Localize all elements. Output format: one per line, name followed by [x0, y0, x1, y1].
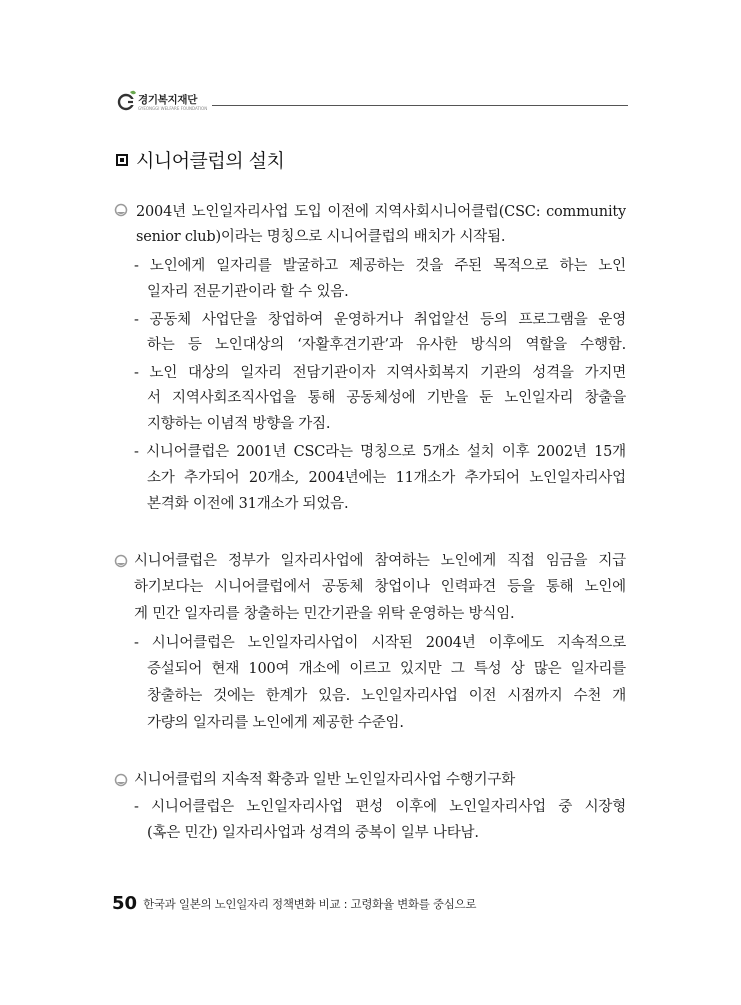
- foundation-logo-icon: [116, 88, 138, 112]
- item-1-4-line-1: - 시니어클럽은 2001년 CSC라는 명칭으로 5개소 설치 이후 2002년 15개: [134, 444, 626, 460]
- item-3-1-line-2: (혹은 민간) 일자리사업과 성격의 중복이 일부 나타남.: [147, 825, 479, 841]
- section-title-text: 시니어클럽의 설치: [136, 150, 285, 172]
- item-2-1-line-3: 창출하는 것에는 한계가 있음. 노인일자리사업 이전 시점까지 수천 개: [147, 688, 626, 704]
- paragraph-2-line-3: 게 민간 일자리를 창출하는 민간기관을 위탁 운영하는 방식임.: [134, 606, 515, 622]
- square-bullet-icon: [116, 154, 128, 166]
- item-1-3-line-1: - 노인 대상의 일자리 전담기관이자 지역사회복지 기관의 성격을 가지면: [134, 365, 626, 381]
- paragraph-1-line-2: senior club)이라는 명칭으로 시니어클럽의 배치가 시작됨.: [136, 229, 506, 245]
- logo-subtext: GYEONGGI WELFARE FOUNDATION: [138, 106, 208, 111]
- item-1-2-line-1: - 공동체 사업단을 창업하여 운영하거나 취업알선 등의 프로그램을 운영: [134, 312, 626, 328]
- round-bullet-icon: [114, 203, 128, 217]
- item-1-4-line-2: 소가 추가되어 20개소, 2004년에는 11개소가 추가되어 노인일자리사업: [147, 470, 626, 486]
- item-1-4-line-3: 본격화 이전에 31개소가 되었음.: [147, 496, 349, 512]
- paragraph-2-line-1: 시니어클럽은 정부가 일자리사업에 참여하는 노인에게 직접 임금을 지급: [134, 553, 626, 569]
- paragraph-2-line-2: 하기보다는 시니어클럽에서 공동체 창업이나 인력파견 등을 통해 노인에: [134, 579, 626, 595]
- logo-text: 경기복지재단: [138, 94, 198, 106]
- running-title: 한국과 일본의 노인일자리 정책변화 비교 : 고령화율 변화를 중심으로: [143, 897, 477, 911]
- paragraph-1-line-1: 2004년 노인일자리사업 도입 이전에 지역사회시니어클럽(CSC: community: [136, 204, 626, 220]
- item-1-2-line-2: 하는 등 노인대상의 ‘자활후견기관’과 유사한 방식의 역할을 수행함.: [147, 337, 626, 353]
- section-title: [116, 146, 284, 173]
- item-2-1-line-2: 증설되어 현재 100여 개소에 이르고 있지만 그 특성 상 많은 일자리를: [147, 661, 626, 677]
- round-bullet-icon: [114, 554, 128, 568]
- paragraph-3-line-1: 시니어클럽의 지속적 확충과 일반 노인일자리사업 수행기구화: [134, 772, 516, 788]
- item-1-3-line-2: 서 지역사회조직사업을 통해 공동체성에 기반을 둔 노인일자리 창출을: [147, 390, 626, 406]
- item-2-1-line-4: 가량의 일자리를 노인에게 제공한 수준임.: [147, 715, 404, 731]
- item-3-1-line-1: - 시니어클럽은 노인일자리사업 편성 이후에 노인일자리사업 중 시장형: [134, 799, 626, 815]
- item-1-1-line-1: - 노인에게 일자리를 발굴하고 제공하는 것을 주된 목적으로 하는 노인: [134, 258, 626, 274]
- page-number: 50: [112, 893, 138, 914]
- item-1-1-line-2: 일자리 전문기관이라 할 수 있음.: [147, 284, 349, 300]
- round-bullet-icon: [114, 773, 128, 787]
- page-header: [116, 88, 628, 116]
- item-1-3-line-3: 지향하는 이념적 방향을 가짐.: [147, 416, 331, 432]
- item-2-1-line-1: - 시니어클럽은 노인일자리사업이 시작된 2004년 이후에도 지속적으로: [134, 635, 626, 651]
- header-divider: [212, 105, 628, 106]
- page-footer: [112, 893, 476, 914]
